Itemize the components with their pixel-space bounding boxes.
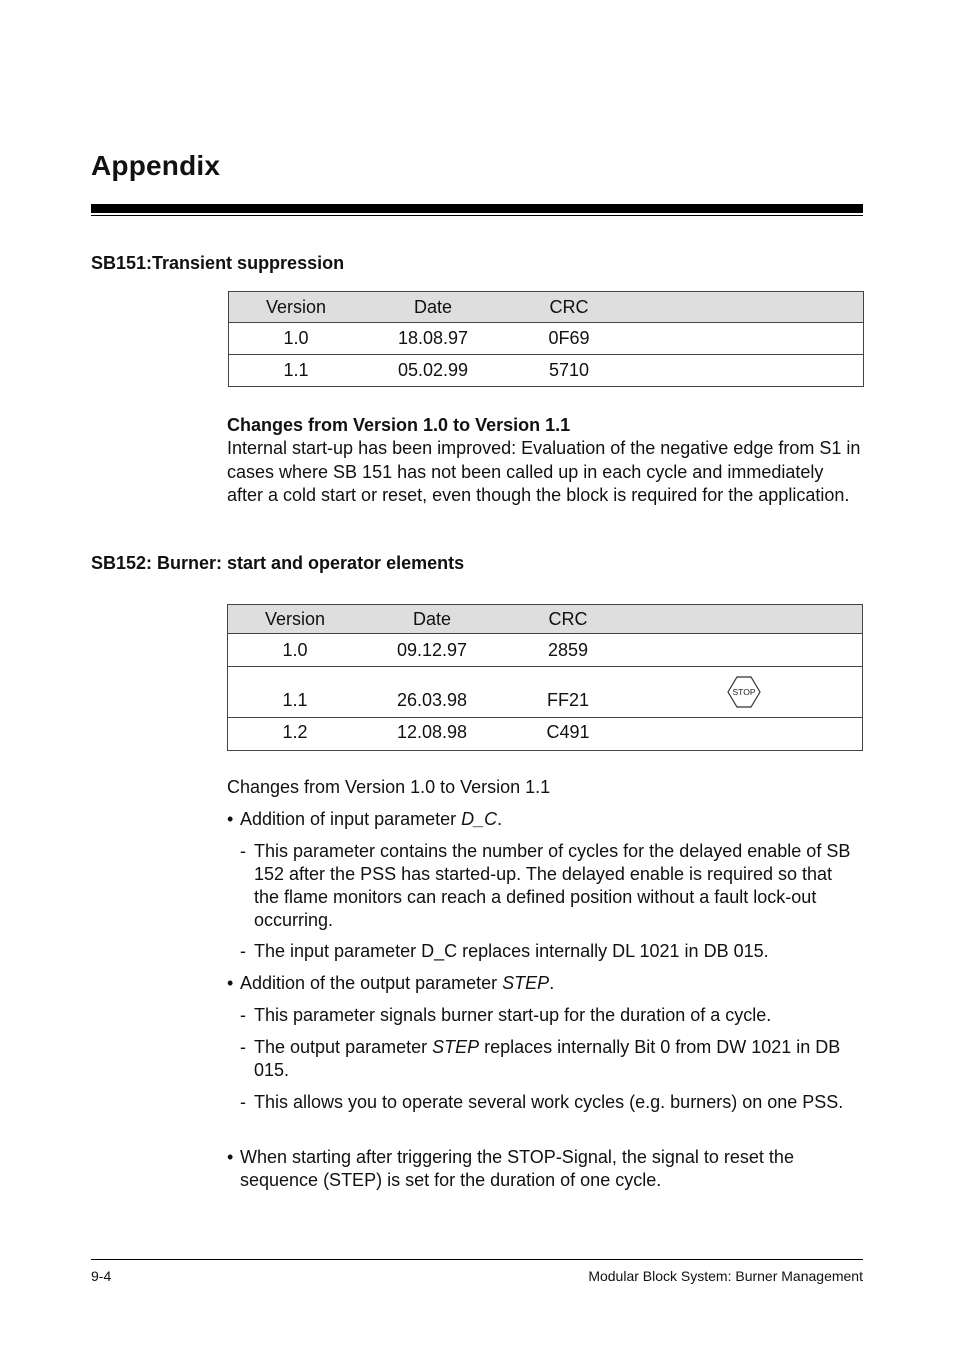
sb152-heading: SB152: Burner: start and operator elements bbox=[91, 553, 465, 573]
dash-marker: - bbox=[240, 841, 246, 861]
column-header-version: Version bbox=[228, 605, 363, 634]
sb151-changes-title: Changes from Version 1.0 to Version 1.1 bbox=[227, 415, 571, 435]
dash-marker: - bbox=[240, 1005, 246, 1025]
table-row bbox=[228, 718, 863, 751]
column-header-date: Date bbox=[362, 605, 502, 634]
table-header-row bbox=[228, 605, 863, 634]
table-row bbox=[229, 323, 864, 355]
crc-cell: FF21 bbox=[502, 667, 634, 718]
list-item: Addition of the output parameter STEP. bbox=[240, 973, 555, 993]
table-header-row bbox=[229, 292, 864, 323]
version-cell: 1.2 bbox=[228, 718, 363, 751]
date-cell: 12.08.98 bbox=[362, 718, 502, 751]
header-rule-thick bbox=[91, 204, 863, 213]
sb151-changes-text: Internal start-up has been improved: Evaluation of the negative edge from S1 in cases where SB 151 has not been called up in each cycle and immediately after a cold start or reset, even though the block is required for the application. bbox=[227, 438, 861, 505]
crc-cell: 2859 bbox=[502, 634, 634, 667]
version-cell: 1.1 bbox=[228, 667, 363, 718]
dash-marker: - bbox=[240, 1092, 246, 1112]
param-name: D_C bbox=[461, 809, 498, 829]
list-item: This parameter signals burner start-up for the duration of a cycle. bbox=[254, 1005, 772, 1025]
column-header-version: Version bbox=[229, 292, 364, 323]
sb152-version-table bbox=[227, 604, 863, 751]
version-cell: 1.0 bbox=[228, 634, 363, 667]
crc-cell: 5710 bbox=[503, 355, 635, 387]
stop-label: STOP bbox=[732, 687, 756, 697]
param-name: STEP bbox=[502, 973, 550, 993]
version-cell: 1.1 bbox=[229, 355, 364, 387]
list-item: Addition of input parameter D_C. bbox=[240, 809, 503, 829]
dash-marker: - bbox=[240, 1037, 246, 1057]
list-item: This parameter contains the number of cycles for the delayed enable of SB 152 after the PSS has started-up. The delayed enable is required so that the flame monitors can reach a defined position without a fault lock-out occurring. bbox=[254, 841, 851, 930]
sb151-version-table bbox=[228, 291, 864, 387]
column-header-crc: CRC bbox=[503, 292, 635, 323]
table-row bbox=[229, 355, 864, 387]
date-cell: 18.08.97 bbox=[363, 323, 503, 355]
column-header-crc: CRC bbox=[502, 605, 634, 634]
header-rule-thin bbox=[91, 215, 863, 216]
list-item: The input parameter D_C replaces internally DL 1021 in DB 015. bbox=[254, 941, 769, 961]
date-cell: 26.03.98 bbox=[362, 667, 502, 718]
manual-title: Modular Block System: Burner Management bbox=[588, 1268, 863, 1284]
crc-cell: 0F69 bbox=[503, 323, 635, 355]
stop-sign-icon bbox=[727, 676, 761, 708]
sb152-changes-title: Changes from Version 1.0 to Version 1.1 bbox=[227, 777, 551, 797]
date-cell: 05.02.99 bbox=[363, 355, 503, 387]
date-cell: 09.12.97 bbox=[362, 634, 502, 667]
param-name: STEP bbox=[432, 1037, 480, 1057]
version-cell: 1.0 bbox=[229, 323, 364, 355]
footer-rule bbox=[91, 1259, 863, 1260]
list-item: When starting after triggering the STOP-Signal, the signal to reset the sequence (STEP) is set for the duration of one cycle. bbox=[240, 1147, 794, 1190]
table-row bbox=[228, 634, 863, 667]
list-item: This allows you to operate several work cycles (e.g. burners) on one PSS. bbox=[254, 1092, 844, 1112]
page-title: Appendix bbox=[91, 150, 221, 181]
bullet-marker: • bbox=[227, 1147, 234, 1167]
dash-marker: - bbox=[240, 941, 246, 961]
bullet-marker: • bbox=[227, 973, 234, 993]
list-item: The output parameter STEP replaces internally Bit 0 from DW 1021 in DB 015. bbox=[254, 1037, 841, 1080]
sb151-heading: SB151:Transient suppression bbox=[91, 253, 345, 273]
table-row bbox=[228, 667, 863, 718]
column-header-date: Date bbox=[363, 292, 503, 323]
bullet-marker: • bbox=[227, 809, 234, 829]
page-number: 9-4 bbox=[91, 1268, 112, 1284]
crc-cell: C491 bbox=[502, 718, 634, 751]
